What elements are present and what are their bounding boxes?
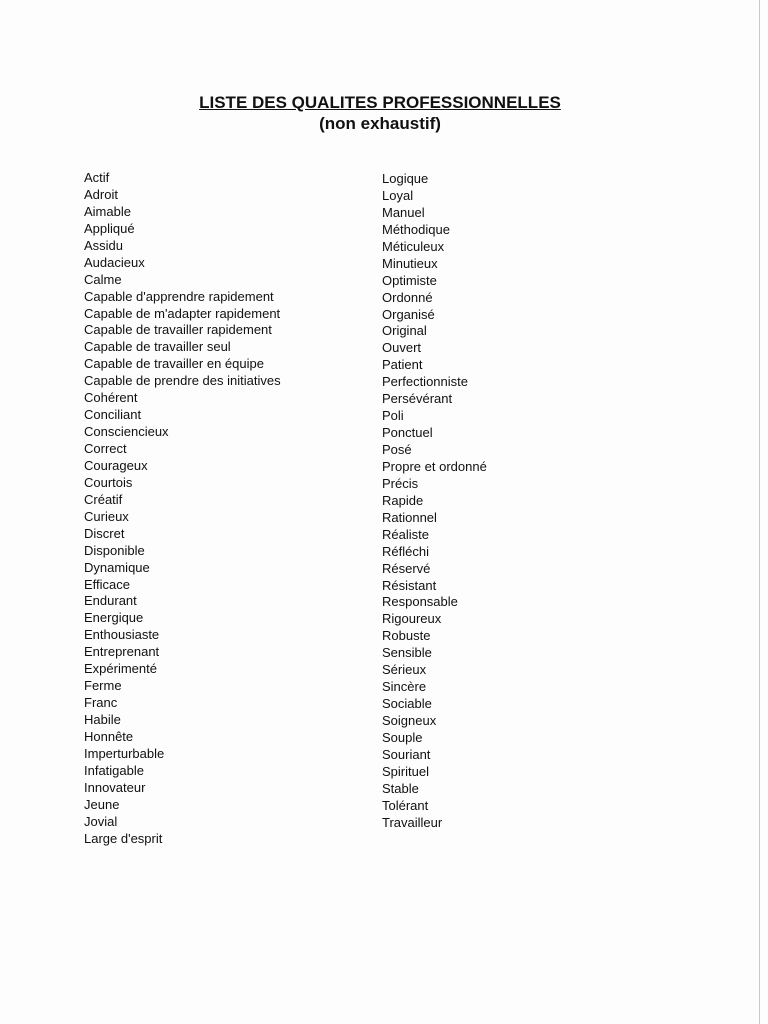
quality-item: Honnête (84, 728, 134, 744)
quality-item: Robuste (382, 628, 431, 644)
quality-item: Sensible (382, 645, 432, 661)
quality-item: Sociable (382, 696, 432, 712)
quality-item: Méticuleux (382, 238, 445, 254)
quality-item: Large d'esprit (84, 830, 163, 846)
quality-item: Consciencieux (84, 424, 169, 440)
quality-item: Résistant (382, 577, 437, 593)
quality-item: Responsable (382, 594, 458, 610)
quality-item: Innovateur (84, 779, 146, 795)
quality-item: Jeune (84, 796, 120, 812)
quality-item: Cohérent (84, 390, 138, 406)
quality-item: Courtois (84, 474, 133, 490)
quality-item: Propre et ordonné (382, 458, 487, 474)
quality-item: Ouvert (382, 340, 422, 356)
quality-item: Réfléchi (382, 543, 429, 559)
quality-item: Réaliste (382, 526, 429, 542)
quality-item: Conciliant (84, 407, 142, 423)
quality-item: Capable de travailler en équipe (84, 356, 264, 372)
page-edge (759, 0, 760, 1024)
quality-item: Loyal (382, 187, 414, 203)
quality-item: Expérimenté (84, 661, 157, 677)
quality-item: Rationnel (382, 509, 437, 525)
quality-item: Poli (382, 408, 404, 424)
quality-item: Optimiste (382, 272, 437, 288)
quality-item: Efficace (84, 576, 131, 592)
title-line (0, 92, 760, 113)
quality-item: Sincère (382, 679, 427, 695)
quality-item: Sérieux (382, 662, 427, 678)
quality-item: Soigneux (382, 713, 437, 728)
quality-item: Discret (84, 525, 125, 541)
quality-item: Capable de travailler rapidement (84, 322, 272, 338)
quality-item: Dynamique (84, 559, 150, 575)
quality-item: Rigoureux (382, 611, 442, 627)
quality-item: Infatigable (84, 762, 144, 778)
quality-item: Disponible (84, 542, 145, 558)
quality-item: Organisé (382, 306, 435, 322)
qualities-column-right (382, 171, 487, 832)
document-header (0, 92, 760, 134)
quality-item: Appliqué (84, 220, 135, 236)
quality-item: Capable d'apprendre rapidement (84, 288, 274, 304)
quality-item: Correct (84, 441, 127, 456)
quality-item: Patient (382, 357, 423, 373)
quality-item: Créatif (84, 491, 123, 507)
quality-item: Courageux (84, 457, 148, 473)
quality-item: Original (382, 323, 427, 339)
quality-item: Enthousiaste (84, 627, 160, 643)
quality-item: Franc (84, 695, 118, 711)
quality-item: Tolérant (382, 797, 429, 813)
quality-item: Travailleur (382, 814, 443, 830)
quality-item: Actif (84, 170, 110, 185)
quality-item: Audacieux (84, 254, 145, 270)
quality-item: Capable de travailler seul (84, 339, 231, 355)
quality-item: Souriant (382, 746, 431, 762)
quality-item: Spirituel (382, 763, 429, 779)
quality-item: Réservé (382, 560, 431, 576)
quality-item: Energique (84, 610, 144, 626)
quality-item: Précis (382, 475, 419, 491)
quality-item: Souple (382, 729, 423, 745)
quality-item: Ponctuel (382, 425, 433, 441)
quality-item: Persévérant (382, 391, 453, 407)
document-title: LISTE DES QUALITES PROFESSIONNELLES (199, 93, 561, 112)
quality-item: Jovial (84, 813, 118, 829)
quality-item: Stable (382, 780, 419, 796)
quality-item: Logique (382, 171, 429, 186)
quality-item: Posé (382, 442, 412, 457)
quality-item: Rapide (382, 492, 424, 508)
quality-item: Capable de m'adapter rapidement (84, 305, 281, 321)
quality-item: Perfectionniste (382, 374, 468, 390)
quality-item: Habile (84, 712, 121, 727)
quality-item: Calme (84, 271, 122, 287)
quality-item: Manuel (382, 204, 425, 220)
qualities-column-left (84, 170, 281, 848)
quality-item: Curieux (84, 508, 129, 524)
document-subtitle: (non exhaustif) (319, 114, 441, 133)
quality-item: Ferme (84, 678, 122, 694)
quality-item: Adroit (84, 186, 118, 202)
quality-item: Assidu (84, 237, 124, 253)
quality-item: Ordonné (382, 289, 433, 305)
quality-item: Aimable (84, 203, 131, 219)
quality-item: Imperturbable (84, 745, 165, 761)
quality-item: Méthodique (382, 221, 450, 237)
quality-item: Capable de prendre des initiatives (84, 373, 281, 389)
quality-item: Endurant (84, 593, 137, 609)
quality-item: Entreprenant (84, 644, 160, 660)
quality-item: Minutieux (382, 255, 438, 271)
